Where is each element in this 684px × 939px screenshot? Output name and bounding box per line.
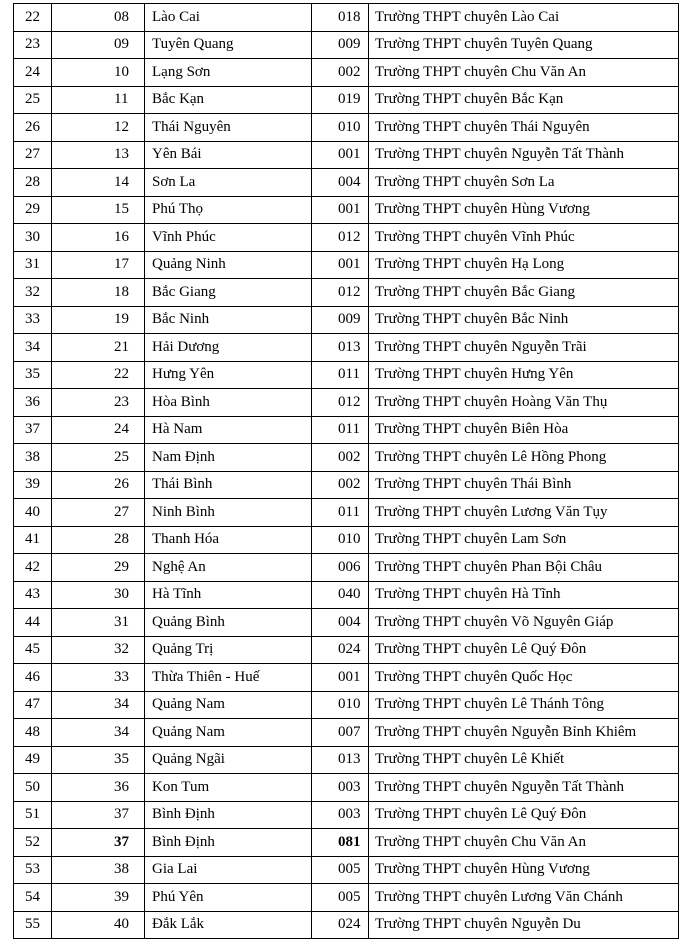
cell-school-code: 013	[312, 746, 369, 774]
cell-school-name: Trường THPT chuyên Hạ Long	[369, 251, 679, 279]
cell-province-name: Đắk Lắk	[145, 911, 312, 939]
cell-school-code: 011	[312, 416, 369, 444]
cell-stt: 53	[14, 856, 52, 884]
cell-school-name: Trường THPT chuyên Lào Cai	[369, 4, 679, 32]
cell-school-code: 012	[312, 389, 369, 417]
cell-province-name: Phú Yên	[145, 884, 312, 912]
cell-stt: 26	[14, 114, 52, 142]
cell-province-name: Tuyên Quang	[145, 31, 312, 59]
cell-school-code: 007	[312, 719, 369, 747]
cell-province-name: Phú Thọ	[145, 196, 312, 224]
cell-province-code: 22	[52, 361, 145, 389]
cell-province-code: 17	[52, 251, 145, 279]
cell-province-code: 38	[52, 856, 145, 884]
table-row	[14, 86, 679, 114]
cell-school-code: 004	[312, 169, 369, 197]
cell-province-code: 11	[52, 86, 145, 114]
cell-school-name: Trường THPT chuyên Hùng Vương	[369, 856, 679, 884]
cell-school-code: 004	[312, 609, 369, 637]
cell-stt: 44	[14, 609, 52, 637]
cell-school-name: Trường THPT chuyên Phan Bội Châu	[369, 554, 679, 582]
table-row	[14, 59, 679, 87]
cell-school-code: 005	[312, 884, 369, 912]
cell-province-name: Gia Lai	[145, 856, 312, 884]
cell-school-name: Trường THPT chuyên Bắc Kạn	[369, 86, 679, 114]
cell-province-code: 37	[52, 801, 145, 829]
cell-province-code: 34	[52, 691, 145, 719]
cell-school-name: Trường THPT chuyên Lương Văn Chánh	[369, 884, 679, 912]
cell-province-code: 14	[52, 169, 145, 197]
cell-province-name: Hải Dương	[145, 334, 312, 362]
cell-school-code: 010	[312, 691, 369, 719]
cell-stt: 41	[14, 526, 52, 554]
cell-stt: 45	[14, 636, 52, 664]
cell-stt: 36	[14, 389, 52, 417]
cell-school-code: 005	[312, 856, 369, 884]
cell-school-name: Trường THPT chuyên Quốc Học	[369, 664, 679, 692]
cell-stt: 50	[14, 774, 52, 802]
cell-province-code: 29	[52, 554, 145, 582]
cell-school-code: 010	[312, 526, 369, 554]
cell-province-name: Lào Cai	[145, 4, 312, 32]
cell-stt: 30	[14, 224, 52, 252]
cell-province-code: 32	[52, 636, 145, 664]
cell-province-name: Thanh Hóa	[145, 526, 312, 554]
table-row	[14, 4, 679, 32]
cell-school-code: 001	[312, 251, 369, 279]
cell-province-name: Hà Tĩnh	[145, 581, 312, 609]
cell-province-name: Thái Nguyên	[145, 114, 312, 142]
cell-school-name: Trường THPT chuyên Thái Nguyên	[369, 114, 679, 142]
cell-province-code: 18	[52, 279, 145, 307]
cell-school-code: 018	[312, 4, 369, 32]
cell-province-name: Hà Nam	[145, 416, 312, 444]
table-row	[14, 361, 679, 389]
table-row	[14, 499, 679, 527]
cell-province-name: Quảng Nam	[145, 719, 312, 747]
cell-stt: 25	[14, 86, 52, 114]
table-row	[14, 31, 679, 59]
cell-school-code: 003	[312, 801, 369, 829]
cell-school-name: Trường THPT chuyên Lê Thánh Tông	[369, 691, 679, 719]
table-row	[14, 389, 679, 417]
cell-school-code: 003	[312, 774, 369, 802]
cell-stt: 29	[14, 196, 52, 224]
cell-province-name: Hưng Yên	[145, 361, 312, 389]
cell-school-code: 001	[312, 141, 369, 169]
cell-province-code: 10	[52, 59, 145, 87]
cell-province-name: Bình Định	[145, 801, 312, 829]
cell-school-name: Trường THPT chuyên Hoàng Văn Thụ	[369, 389, 679, 417]
cell-school-name: Trường THPT chuyên Chu Văn An	[369, 59, 679, 87]
table-row	[14, 554, 679, 582]
cell-school-name: Trường THPT chuyên Nguyễn Tất Thành	[369, 774, 679, 802]
cell-stt: 35	[14, 361, 52, 389]
cell-province-name: Ninh Bình	[145, 499, 312, 527]
table-row	[14, 609, 679, 637]
cell-school-name: Trường THPT chuyên Chu Văn An	[369, 829, 679, 857]
table-row	[14, 444, 679, 472]
table-row	[14, 636, 679, 664]
cell-province-name: Nghệ An	[145, 554, 312, 582]
cell-province-code: 21	[52, 334, 145, 362]
cell-stt: 54	[14, 884, 52, 912]
cell-school-name: Trường THPT chuyên Lê Quý Đôn	[369, 636, 679, 664]
cell-school-code: 010	[312, 114, 369, 142]
table-row	[14, 141, 679, 169]
cell-province-name: Bắc Kạn	[145, 86, 312, 114]
cell-stt: 46	[14, 664, 52, 692]
table-row	[14, 719, 679, 747]
cell-province-code: 34	[52, 719, 145, 747]
cell-province-name: Quảng Ngãi	[145, 746, 312, 774]
cell-province-name: Quảng Nam	[145, 691, 312, 719]
table-row	[14, 581, 679, 609]
cell-school-code: 081	[312, 829, 369, 857]
cell-stt: 52	[14, 829, 52, 857]
cell-stt: 34	[14, 334, 52, 362]
table-row	[14, 829, 679, 857]
cell-province-name: Bắc Ninh	[145, 306, 312, 334]
table-row	[14, 224, 679, 252]
table-row	[14, 416, 679, 444]
cell-province-code: 15	[52, 196, 145, 224]
cell-province-name: Bắc Giang	[145, 279, 312, 307]
cell-school-name: Trường THPT chuyên Tuyên Quang	[369, 31, 679, 59]
cell-province-code: 09	[52, 31, 145, 59]
cell-stt: 24	[14, 59, 52, 87]
cell-province-name: Quảng Ninh	[145, 251, 312, 279]
cell-school-code: 009	[312, 306, 369, 334]
cell-school-code: 040	[312, 581, 369, 609]
table-row	[14, 306, 679, 334]
cell-school-name: Trường THPT chuyên Biên Hòa	[369, 416, 679, 444]
cell-province-name: Nam Định	[145, 444, 312, 472]
cell-province-code: 24	[52, 416, 145, 444]
table-row	[14, 774, 679, 802]
cell-stt: 42	[14, 554, 52, 582]
cell-province-name: Hòa Bình	[145, 389, 312, 417]
cell-school-code: 001	[312, 196, 369, 224]
table-row	[14, 251, 679, 279]
cell-school-name: Trường THPT chuyên Lê Quý Đôn	[369, 801, 679, 829]
cell-stt: 38	[14, 444, 52, 472]
cell-school-name: Trường THPT chuyên Võ Nguyên Giáp	[369, 609, 679, 637]
cell-province-code: 31	[52, 609, 145, 637]
cell-school-code: 019	[312, 86, 369, 114]
table-row	[14, 746, 679, 774]
cell-stt: 47	[14, 691, 52, 719]
cell-school-code: 011	[312, 361, 369, 389]
table-row	[14, 911, 679, 939]
cell-school-name: Trường THPT chuyên Bắc Ninh	[369, 306, 679, 334]
cell-stt: 23	[14, 31, 52, 59]
cell-province-name: Quảng Bình	[145, 609, 312, 637]
cell-stt: 40	[14, 499, 52, 527]
cell-school-code: 002	[312, 444, 369, 472]
table-row	[14, 196, 679, 224]
cell-province-code: 19	[52, 306, 145, 334]
cell-school-code: 012	[312, 279, 369, 307]
table-row	[14, 334, 679, 362]
cell-school-name: Trường THPT chuyên Nguyễn Du	[369, 911, 679, 939]
cell-stt: 28	[14, 169, 52, 197]
table-row	[14, 526, 679, 554]
cell-province-code: 27	[52, 499, 145, 527]
cell-province-code: 23	[52, 389, 145, 417]
cell-school-code: 024	[312, 636, 369, 664]
cell-province-code: 30	[52, 581, 145, 609]
table-row	[14, 691, 679, 719]
cell-school-code: 001	[312, 664, 369, 692]
cell-stt: 39	[14, 471, 52, 499]
table-row	[14, 856, 679, 884]
cell-province-code: 40	[52, 911, 145, 939]
cell-province-name: Thái Bình	[145, 471, 312, 499]
cell-school-name: Trường THPT chuyên Nguyễn Bỉnh Khiêm	[369, 719, 679, 747]
cell-school-code: 002	[312, 471, 369, 499]
cell-school-code: 006	[312, 554, 369, 582]
cell-stt: 33	[14, 306, 52, 334]
cell-school-name: Trường THPT chuyên Hà Tĩnh	[369, 581, 679, 609]
cell-province-name: Kon Tum	[145, 774, 312, 802]
cell-province-code: 08	[52, 4, 145, 32]
cell-stt: 48	[14, 719, 52, 747]
table-row	[14, 801, 679, 829]
cell-stt: 43	[14, 581, 52, 609]
cell-province-code: 25	[52, 444, 145, 472]
cell-province-code: 12	[52, 114, 145, 142]
table-row	[14, 471, 679, 499]
cell-province-code: 39	[52, 884, 145, 912]
cell-stt: 55	[14, 911, 52, 939]
cell-stt: 32	[14, 279, 52, 307]
cell-school-name: Trường THPT chuyên Thái Bình	[369, 471, 679, 499]
cell-school-name: Trường THPT chuyên Vĩnh Phúc	[369, 224, 679, 252]
cell-school-name: Trường THPT chuyên Sơn La	[369, 169, 679, 197]
cell-province-name: Lạng Sơn	[145, 59, 312, 87]
cell-stt: 51	[14, 801, 52, 829]
cell-province-code: 33	[52, 664, 145, 692]
cell-stt: 22	[14, 4, 52, 32]
cell-stt: 49	[14, 746, 52, 774]
cell-province-name: Vĩnh Phúc	[145, 224, 312, 252]
cell-school-code: 024	[312, 911, 369, 939]
table-row	[14, 279, 679, 307]
cell-province-name: Quảng Trị	[145, 636, 312, 664]
cell-school-code: 009	[312, 31, 369, 59]
cell-province-code: 35	[52, 746, 145, 774]
cell-school-code: 002	[312, 59, 369, 87]
cell-school-code: 011	[312, 499, 369, 527]
cell-school-name: Trường THPT chuyên Lê Hồng Phong	[369, 444, 679, 472]
cell-province-code: 36	[52, 774, 145, 802]
cell-province-name: Yên Bái	[145, 141, 312, 169]
cell-school-name: Trường THPT chuyên Lê Khiết	[369, 746, 679, 774]
cell-stt: 27	[14, 141, 52, 169]
cell-school-name: Trường THPT chuyên Nguyễn Trãi	[369, 334, 679, 362]
cell-province-name: Bình Định	[145, 829, 312, 857]
cell-province-name: Thừa Thiên - Huế	[145, 664, 312, 692]
cell-province-name: Sơn La	[145, 169, 312, 197]
table-row	[14, 884, 679, 912]
table-row	[14, 114, 679, 142]
cell-school-name: Trường THPT chuyên Bắc Giang	[369, 279, 679, 307]
cell-stt: 37	[14, 416, 52, 444]
table-body	[14, 4, 679, 939]
cell-school-name: Trường THPT chuyên Nguyễn Tất Thành	[369, 141, 679, 169]
school-table	[13, 3, 679, 939]
cell-stt: 31	[14, 251, 52, 279]
table-row	[14, 664, 679, 692]
cell-province-code: 28	[52, 526, 145, 554]
cell-school-code: 013	[312, 334, 369, 362]
cell-school-name: Trường THPT chuyên Lương Văn Tụy	[369, 499, 679, 527]
cell-province-code: 37	[52, 829, 145, 857]
cell-school-name: Trường THPT chuyên Hưng Yên	[369, 361, 679, 389]
cell-school-code: 012	[312, 224, 369, 252]
cell-province-code: 13	[52, 141, 145, 169]
cell-province-code: 16	[52, 224, 145, 252]
cell-school-name: Trường THPT chuyên Hùng Vương	[369, 196, 679, 224]
cell-school-name: Trường THPT chuyên Lam Sơn	[369, 526, 679, 554]
cell-province-code: 26	[52, 471, 145, 499]
table-row	[14, 169, 679, 197]
